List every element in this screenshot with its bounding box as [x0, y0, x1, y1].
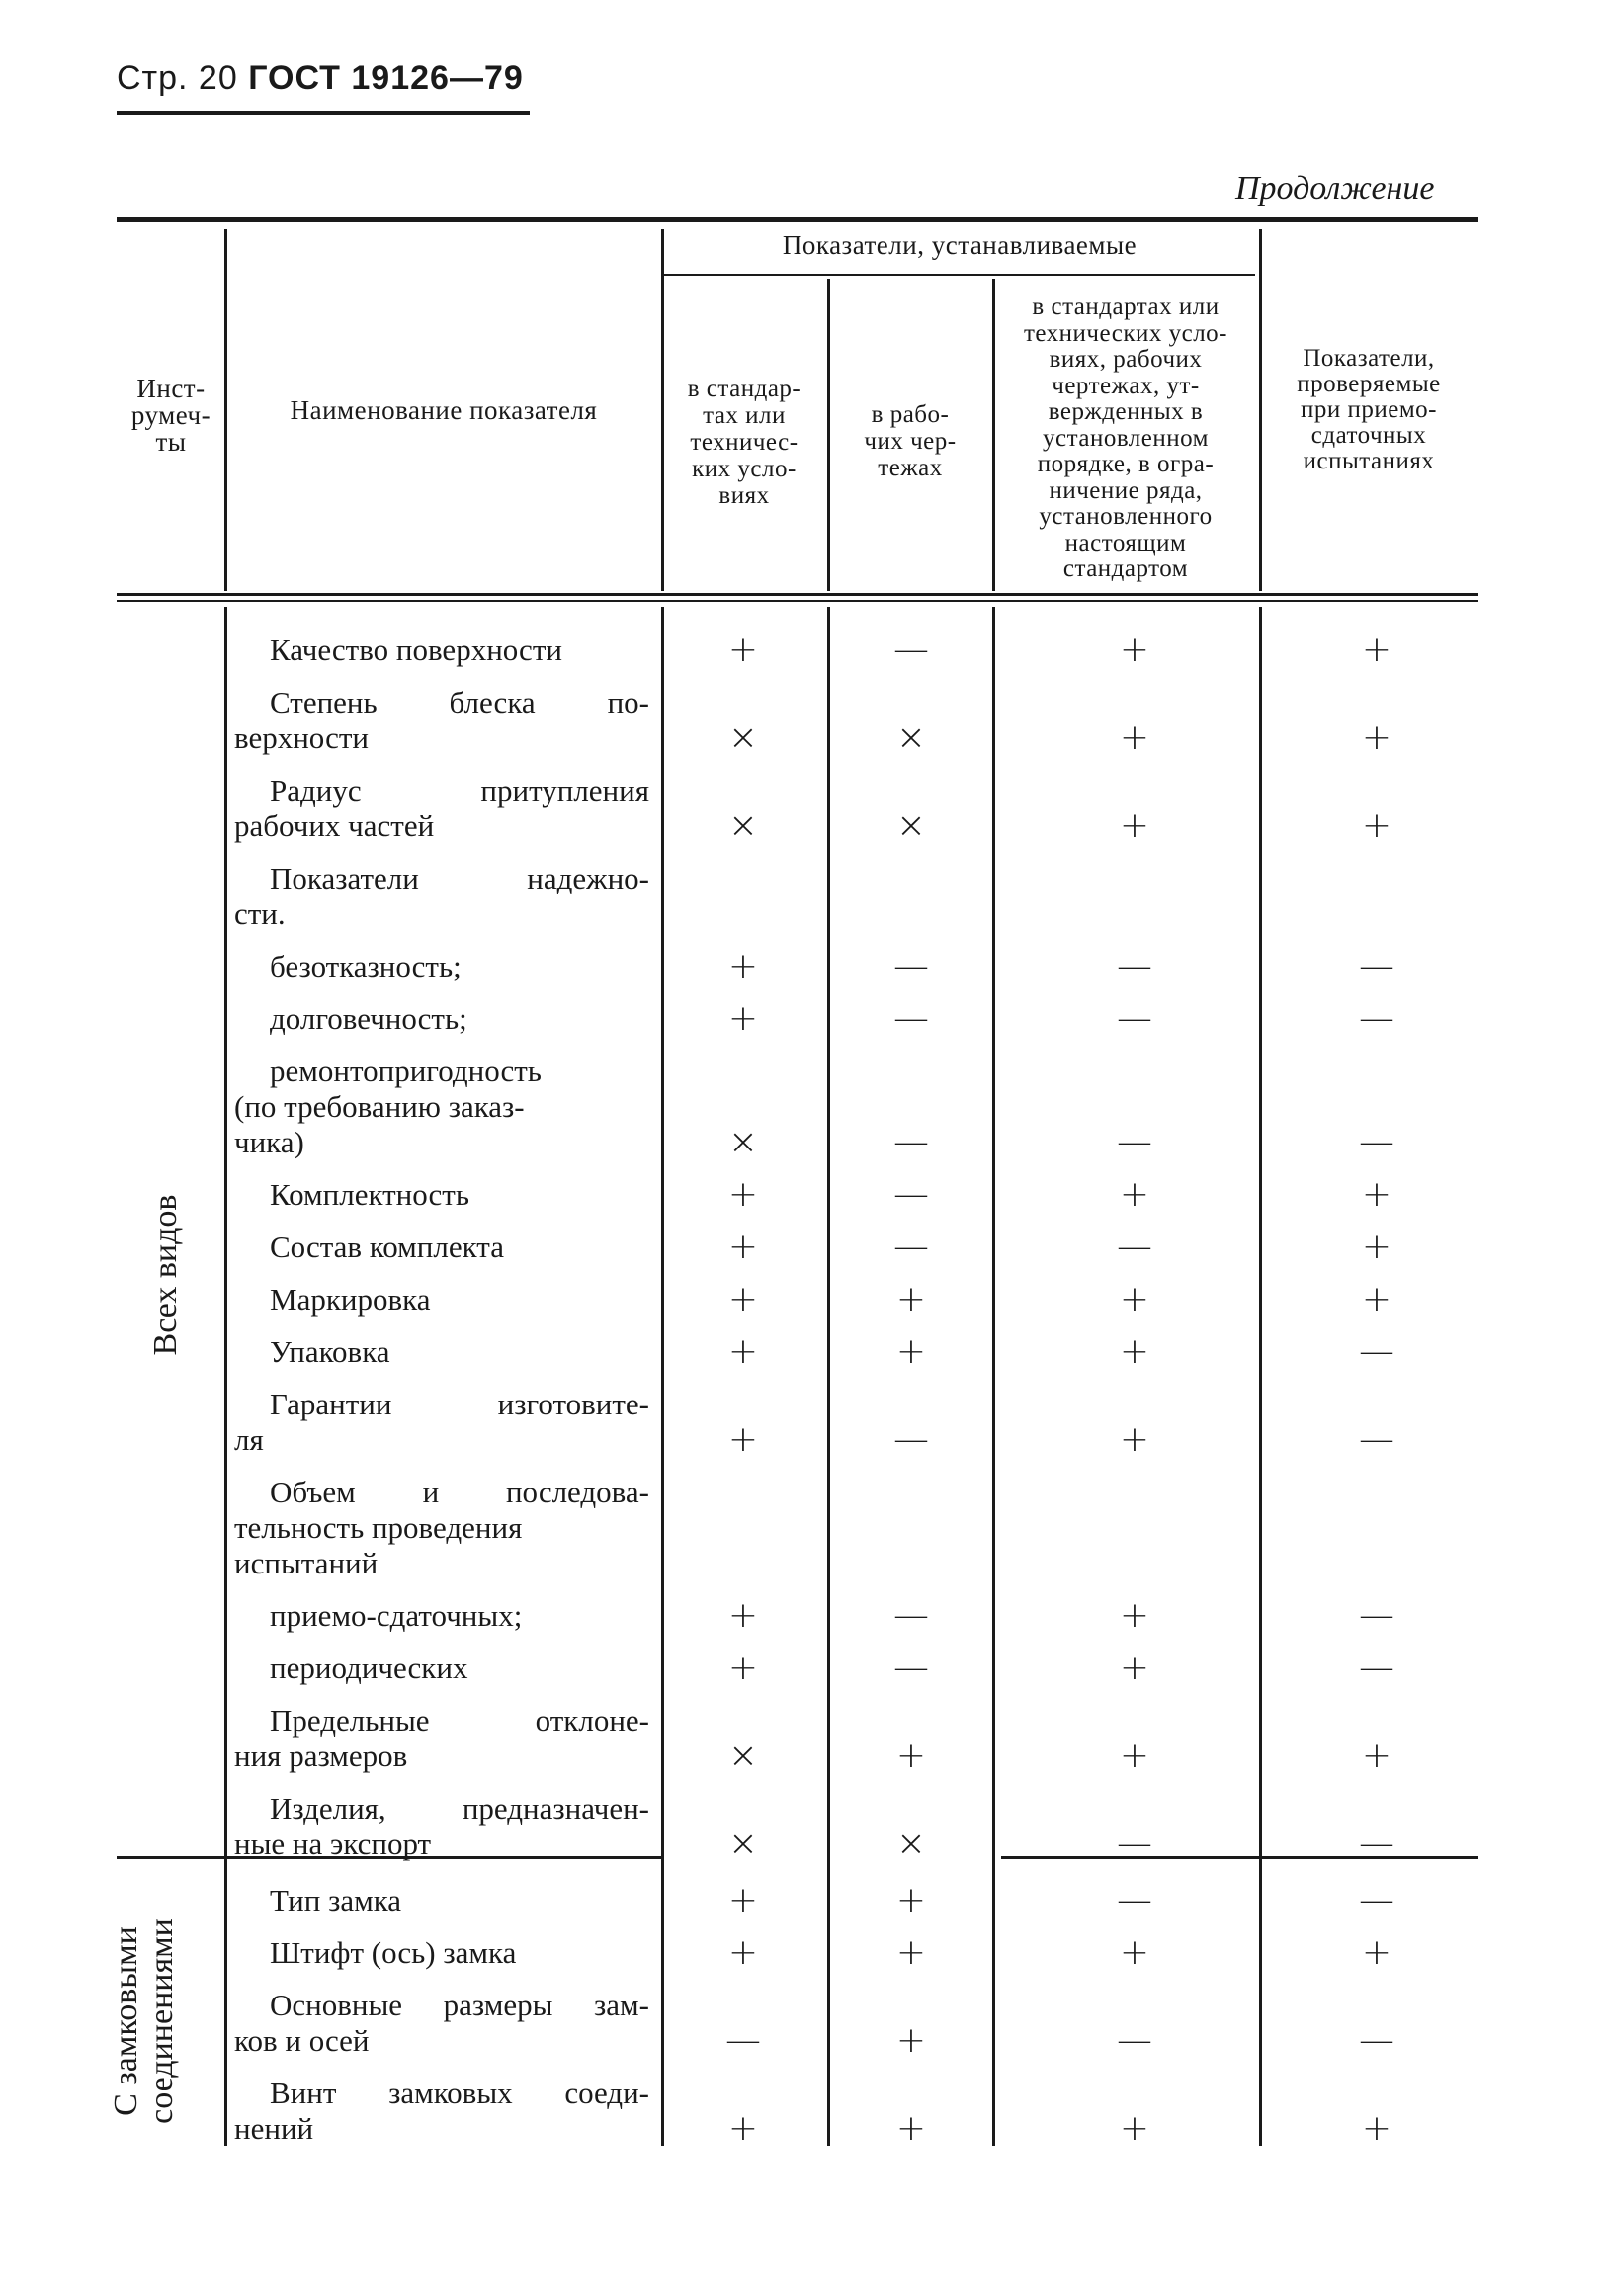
row-name	[234, 1935, 649, 1971]
row-name-line: периодических	[270, 1651, 468, 1685]
cross-mark: ×	[727, 1736, 759, 1776]
header-line: вержденных в	[1048, 398, 1204, 425]
header-approved	[995, 295, 1256, 583]
row-name	[234, 1001, 649, 1037]
plus-mark: +	[727, 1227, 759, 1267]
header-line: при приемо-	[1300, 396, 1437, 423]
row-name	[234, 1054, 649, 1160]
plus-mark: +	[727, 1595, 759, 1636]
header-line: виях	[718, 482, 770, 509]
plus-mark: +	[727, 1174, 759, 1215]
header-line: Показатели,	[1303, 345, 1435, 372]
row-name-line: Радиус притупления	[270, 773, 649, 808]
cross-mark: ×	[895, 806, 927, 846]
plus-mark: +	[727, 1880, 759, 1920]
plus-mark: +	[895, 1279, 927, 1319]
standard-code: ГОСТ 19126—79	[248, 59, 524, 97]
row-name	[234, 1230, 649, 1265]
row-name-line: тельность проведения	[234, 1510, 523, 1545]
dash-mark: —	[893, 998, 929, 1039]
row-name-line: долговечность;	[270, 1001, 467, 1036]
header-line: чих чер-	[864, 428, 957, 455]
plus-mark: +	[1361, 1932, 1392, 1973]
row-name-line: Показатели надежно-	[270, 861, 649, 895]
row-name	[234, 1282, 649, 1318]
group-label-text: Всех видов	[147, 1194, 184, 1356]
dash-mark: —	[1117, 1122, 1152, 1162]
col-rule-5-body	[1259, 607, 1262, 2146]
plus-mark: +	[1119, 1279, 1150, 1319]
dash-mark: —	[893, 1174, 929, 1215]
table-top-rule	[117, 217, 1478, 222]
header-instruments	[121, 376, 221, 456]
dash-mark: —	[893, 1227, 929, 1267]
dash-mark: —	[1117, 1880, 1152, 1920]
row-name-line: нений	[234, 2111, 314, 2146]
row-name	[234, 1651, 649, 1686]
header-line: испытаниях	[1303, 448, 1435, 474]
row-name-line: Маркировка	[270, 1282, 431, 1317]
group-label-line: соединениями	[143, 1918, 180, 2124]
col-rule-3-body	[827, 607, 830, 2146]
header-line: проверяемые	[1297, 371, 1441, 397]
row-name	[234, 1791, 649, 1862]
row-name	[234, 1988, 649, 2059]
plus-mark: +	[1361, 630, 1392, 670]
header-name: Наименование показателя	[290, 395, 598, 425]
header-line: установленного	[1039, 503, 1213, 530]
dash-mark: —	[1359, 1595, 1394, 1636]
plus-mark: +	[727, 998, 759, 1039]
header-bottom-rule	[117, 593, 1478, 596]
dash-mark: —	[893, 1595, 929, 1636]
dash-mark: —	[1117, 946, 1152, 986]
header-line: тах или	[703, 402, 786, 429]
header-line: в стандартах или	[1032, 294, 1220, 320]
plus-mark: +	[1361, 1227, 1392, 1267]
plus-mark: +	[727, 1932, 759, 1973]
row-name	[234, 1703, 649, 1774]
header-work-drawings	[830, 401, 990, 481]
plus-mark: +	[1361, 1174, 1392, 1215]
plus-mark: +	[1119, 1595, 1150, 1636]
row-name	[234, 2076, 649, 2147]
header-std-tu	[664, 376, 824, 509]
dash-mark: —	[1359, 998, 1394, 1039]
col-rule-1-body	[224, 607, 227, 2146]
header-line: в рабо-	[871, 401, 950, 428]
row-name	[234, 1598, 649, 1634]
row-name	[234, 773, 649, 844]
header-line: чертежах, ут-	[1052, 372, 1200, 399]
cross-mark: ×	[727, 1824, 759, 1864]
header-line: настоящим	[1064, 529, 1187, 556]
plus-mark: +	[1361, 1736, 1392, 1776]
header-line: тежах	[878, 455, 943, 481]
header-line: техничес-	[690, 429, 799, 456]
row-name-line: ния размеров	[234, 1739, 408, 1773]
group-divider-rule-right	[1001, 1856, 1478, 1859]
row-name	[234, 1334, 649, 1370]
row-name-line: сти.	[234, 896, 286, 931]
dash-mark: —	[1117, 1824, 1152, 1864]
row-name-line: ремонтопригодность	[270, 1054, 542, 1088]
dash-mark: —	[893, 1122, 929, 1162]
header-line: технических усло-	[1023, 319, 1227, 347]
plus-mark: +	[895, 1932, 927, 1973]
dash-mark: —	[1359, 946, 1394, 986]
group-label-line: С замковыми	[108, 1926, 144, 2116]
row-name-line: ные на экспорт	[234, 1827, 432, 1861]
header-instruments-line: румеч-	[130, 400, 211, 430]
header-line: в стандар-	[687, 376, 801, 402]
dash-mark: —	[1359, 1824, 1394, 1864]
row-name-line: приемо-сдаточных;	[270, 1598, 523, 1633]
plus-mark: +	[895, 1331, 927, 1372]
row-name-line: рабочих частей	[234, 808, 435, 843]
plus-mark: +	[727, 946, 759, 986]
plus-mark: +	[1119, 806, 1150, 846]
dash-mark: —	[725, 2020, 761, 2061]
row-name	[234, 861, 649, 932]
col-rule-2-body	[661, 607, 664, 2146]
header-line: виях, рабочих	[1049, 346, 1203, 373]
dash-mark: —	[1359, 2020, 1394, 2061]
continuation-label: Продолжение	[1235, 170, 1435, 207]
header-line: порядке, в огра-	[1037, 451, 1215, 477]
plus-mark: +	[1361, 806, 1392, 846]
row-name-line: Основные размеры зам-	[270, 1988, 649, 2022]
row-name-line: верхности	[234, 721, 369, 755]
header-line: установленном	[1043, 424, 1209, 452]
header-line: ких усло-	[692, 456, 797, 482]
cross-mark: ×	[727, 806, 759, 846]
row-name	[234, 1387, 649, 1458]
dash-mark: —	[1359, 1122, 1394, 1162]
dash-mark: —	[893, 630, 929, 670]
row-name-line: Гарантии изготовите-	[270, 1387, 649, 1421]
plus-mark: +	[1119, 630, 1150, 670]
plus-mark: +	[1119, 1331, 1150, 1372]
plus-mark: +	[1361, 2108, 1392, 2149]
plus-mark: +	[727, 1331, 759, 1372]
dash-mark: —	[893, 1648, 929, 1688]
plus-mark: +	[727, 1648, 759, 1688]
row-name-line: (по требованию заказ-	[234, 1089, 525, 1124]
plus-mark: +	[1119, 1932, 1150, 1973]
row-name-line: Состав комплекта	[270, 1230, 504, 1264]
row-name-line: Упаковка	[270, 1334, 390, 1369]
row-name-line: Штифт (ось) замка	[270, 1935, 517, 1970]
plus-mark: +	[1119, 1174, 1150, 1215]
dash-mark: —	[1359, 1648, 1394, 1688]
row-name-line: испытаний	[234, 1546, 379, 1580]
header-bottom-rule-2	[117, 600, 1478, 602]
row-name-line: чика)	[234, 1125, 304, 1159]
group-header-rule	[664, 274, 1255, 276]
dash-mark: —	[1117, 998, 1152, 1039]
plus-mark: +	[1361, 1279, 1392, 1319]
col-rule-4-body	[992, 607, 995, 2146]
row-name-line: Качество поверхности	[270, 633, 562, 667]
plus-mark: +	[727, 1419, 759, 1460]
plus-mark: +	[727, 1279, 759, 1319]
plus-mark: +	[1119, 2108, 1150, 2149]
plus-mark: +	[1119, 1648, 1150, 1688]
row-name	[234, 1177, 649, 1213]
plus-mark: +	[895, 1736, 927, 1776]
plus-mark: +	[1361, 718, 1392, 758]
dash-mark: —	[893, 946, 929, 986]
header-line: стандартом	[1062, 555, 1189, 582]
group-label-all-types	[148, 1127, 188, 1423]
dash-mark: —	[1359, 1880, 1394, 1920]
header-line: сдаточных	[1310, 422, 1427, 449]
plus-mark: +	[895, 2108, 927, 2149]
row-name-line: Изделия, предназначен-	[270, 1791, 649, 1826]
plus-mark: +	[727, 630, 759, 670]
plus-mark: +	[1119, 1419, 1150, 1460]
header-acceptance	[1262, 346, 1475, 474]
cross-mark: ×	[727, 718, 759, 758]
cross-mark: ×	[895, 1824, 927, 1864]
row-name-line: Степень блеска по-	[270, 685, 649, 720]
plus-mark: +	[895, 2020, 927, 2061]
row-name	[234, 949, 649, 984]
row-name	[234, 685, 649, 756]
dash-mark: —	[1359, 1419, 1394, 1460]
header-instruments-line: Инст-	[136, 374, 206, 403]
header-line: ничение ряда,	[1049, 476, 1203, 504]
dash-mark: —	[1359, 1331, 1394, 1372]
dash-mark: —	[1117, 1227, 1152, 1267]
row-name-line: Предельные отклоне-	[270, 1703, 649, 1738]
col-rule-1-head	[224, 229, 227, 591]
row-name-line: Объем и последова-	[270, 1475, 649, 1509]
row-name-line: безотказность;	[270, 949, 462, 983]
row-name-line: ля	[234, 1422, 264, 1457]
plus-mark: +	[1119, 718, 1150, 758]
header-group: Показатели, устанавливаемые	[782, 230, 1138, 260]
row-name-line: ков и осей	[234, 2023, 370, 2058]
dash-mark: —	[1117, 2020, 1152, 2061]
row-name-line: Тип замка	[270, 1883, 402, 1917]
plus-mark: +	[1119, 1736, 1150, 1776]
page-number: Стр. 20	[117, 59, 238, 97]
row-name	[234, 1883, 649, 1918]
plus-mark: +	[895, 1880, 927, 1920]
row-name-line: Комплектность	[270, 1177, 469, 1212]
row-name-line: Винт замковых соеди-	[270, 2076, 649, 2110]
plus-mark: +	[727, 2108, 759, 2149]
cross-mark: ×	[727, 1122, 759, 1162]
header-instruments-line: ты	[155, 427, 187, 457]
dash-mark: —	[893, 1419, 929, 1460]
cross-mark: ×	[895, 718, 927, 758]
row-name	[234, 1475, 649, 1581]
row-name	[234, 633, 649, 668]
group-label-lock-joints	[109, 1853, 188, 2189]
